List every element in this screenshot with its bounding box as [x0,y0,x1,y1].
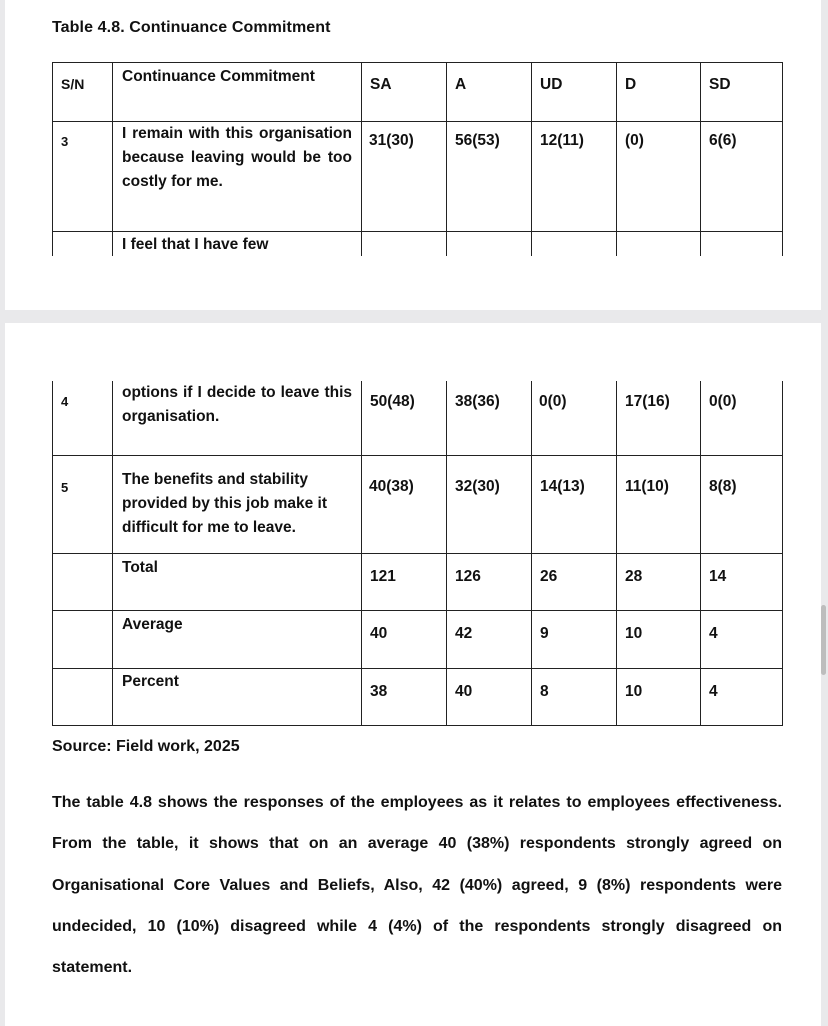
table-header-row [53,63,783,122]
total-ud: 26 [540,567,558,585]
cell-a: 38(36) [455,393,500,410]
total-sa: 121 [370,567,396,585]
cell-a: 32(30) [455,477,500,495]
header-sd: SD [709,76,731,93]
percent-ud: 8 [540,682,549,700]
cell-a: 56(53) [455,132,500,149]
total-label: Total [122,558,158,576]
source-note: Source: Field work, 2025 [52,738,240,755]
header-ud: UD [540,76,563,93]
average-sd: 4 [709,624,718,642]
header-sn: S/N [61,76,85,92]
cell-sd: 8(8) [709,477,737,495]
table-row-percent [53,668,783,725]
cell-ud: 0(0) [539,393,567,410]
cell-sa: 31(30) [369,132,414,149]
cell-ud: 14(13) [540,477,585,495]
row-statement: The benefits and stability provided by this job make it difficult for me to leave. [122,470,327,536]
table-row-total [53,553,783,610]
commitment-table-part-2 [52,381,783,726]
table-row [53,381,783,455]
scrollbar-thumb[interactable] [821,605,826,675]
average-d: 10 [625,624,643,642]
cell-ud: 12(11) [540,132,584,149]
cell-sa: 50(48) [370,393,415,410]
average-label: Average [122,615,183,633]
commitment-table-part-1 [52,62,783,256]
document-page-2 [5,323,821,1026]
row-sn: 4 [61,394,69,409]
cell-sd: 0(0) [709,393,737,410]
percent-d: 10 [625,682,643,700]
header-d: D [625,76,637,93]
row-statement-fragment: I feel that I have few [122,236,269,253]
table-row-partial [53,232,783,257]
table-row [53,455,783,553]
total-a: 126 [455,567,481,585]
row-statement: I remain with this organisation because leaving would be too costly for me. [122,125,352,190]
header-statement: Continuance Commitment [122,68,315,85]
row-sn: 3 [61,134,69,149]
row-sn: 5 [61,479,69,495]
percent-sd: 4 [709,682,718,700]
average-ud: 9 [540,624,549,642]
cell-d: 11(10) [625,477,669,495]
average-sa: 40 [370,624,388,642]
average-a: 42 [455,624,473,642]
percent-a: 40 [455,682,473,700]
document-page-1 [5,0,821,310]
table-row-average [53,610,783,668]
header-a: A [455,76,467,93]
percent-sa: 38 [370,682,388,700]
row-statement: options if I decide to leave this organisation. [122,384,352,425]
total-sd: 14 [709,567,727,585]
table-caption: Table 4.8. Continuance Commitment [52,19,331,36]
cell-d: 17(16) [625,393,670,410]
table-row [53,122,783,232]
cell-sa: 40(38) [369,477,414,495]
header-sa: SA [370,76,392,93]
cell-d: (0) [625,132,644,149]
total-d: 28 [625,567,643,585]
body-paragraph: The table 4.8 shows the responses of the employees as it relates to employees effectiveness. From the table, it shows that on an average 40 (38%) respondents strongly agreed on Organisational Core Values and Beliefs, Also, 42 (40%) agreed, 9 (8%) respondents were undecided, 10 (10%) disagreed while 4 (4%) of the respondents strongly disagreed on statement. [52,794,782,977]
cell-sd: 6(6) [709,132,737,149]
percent-label: Percent [122,672,179,690]
